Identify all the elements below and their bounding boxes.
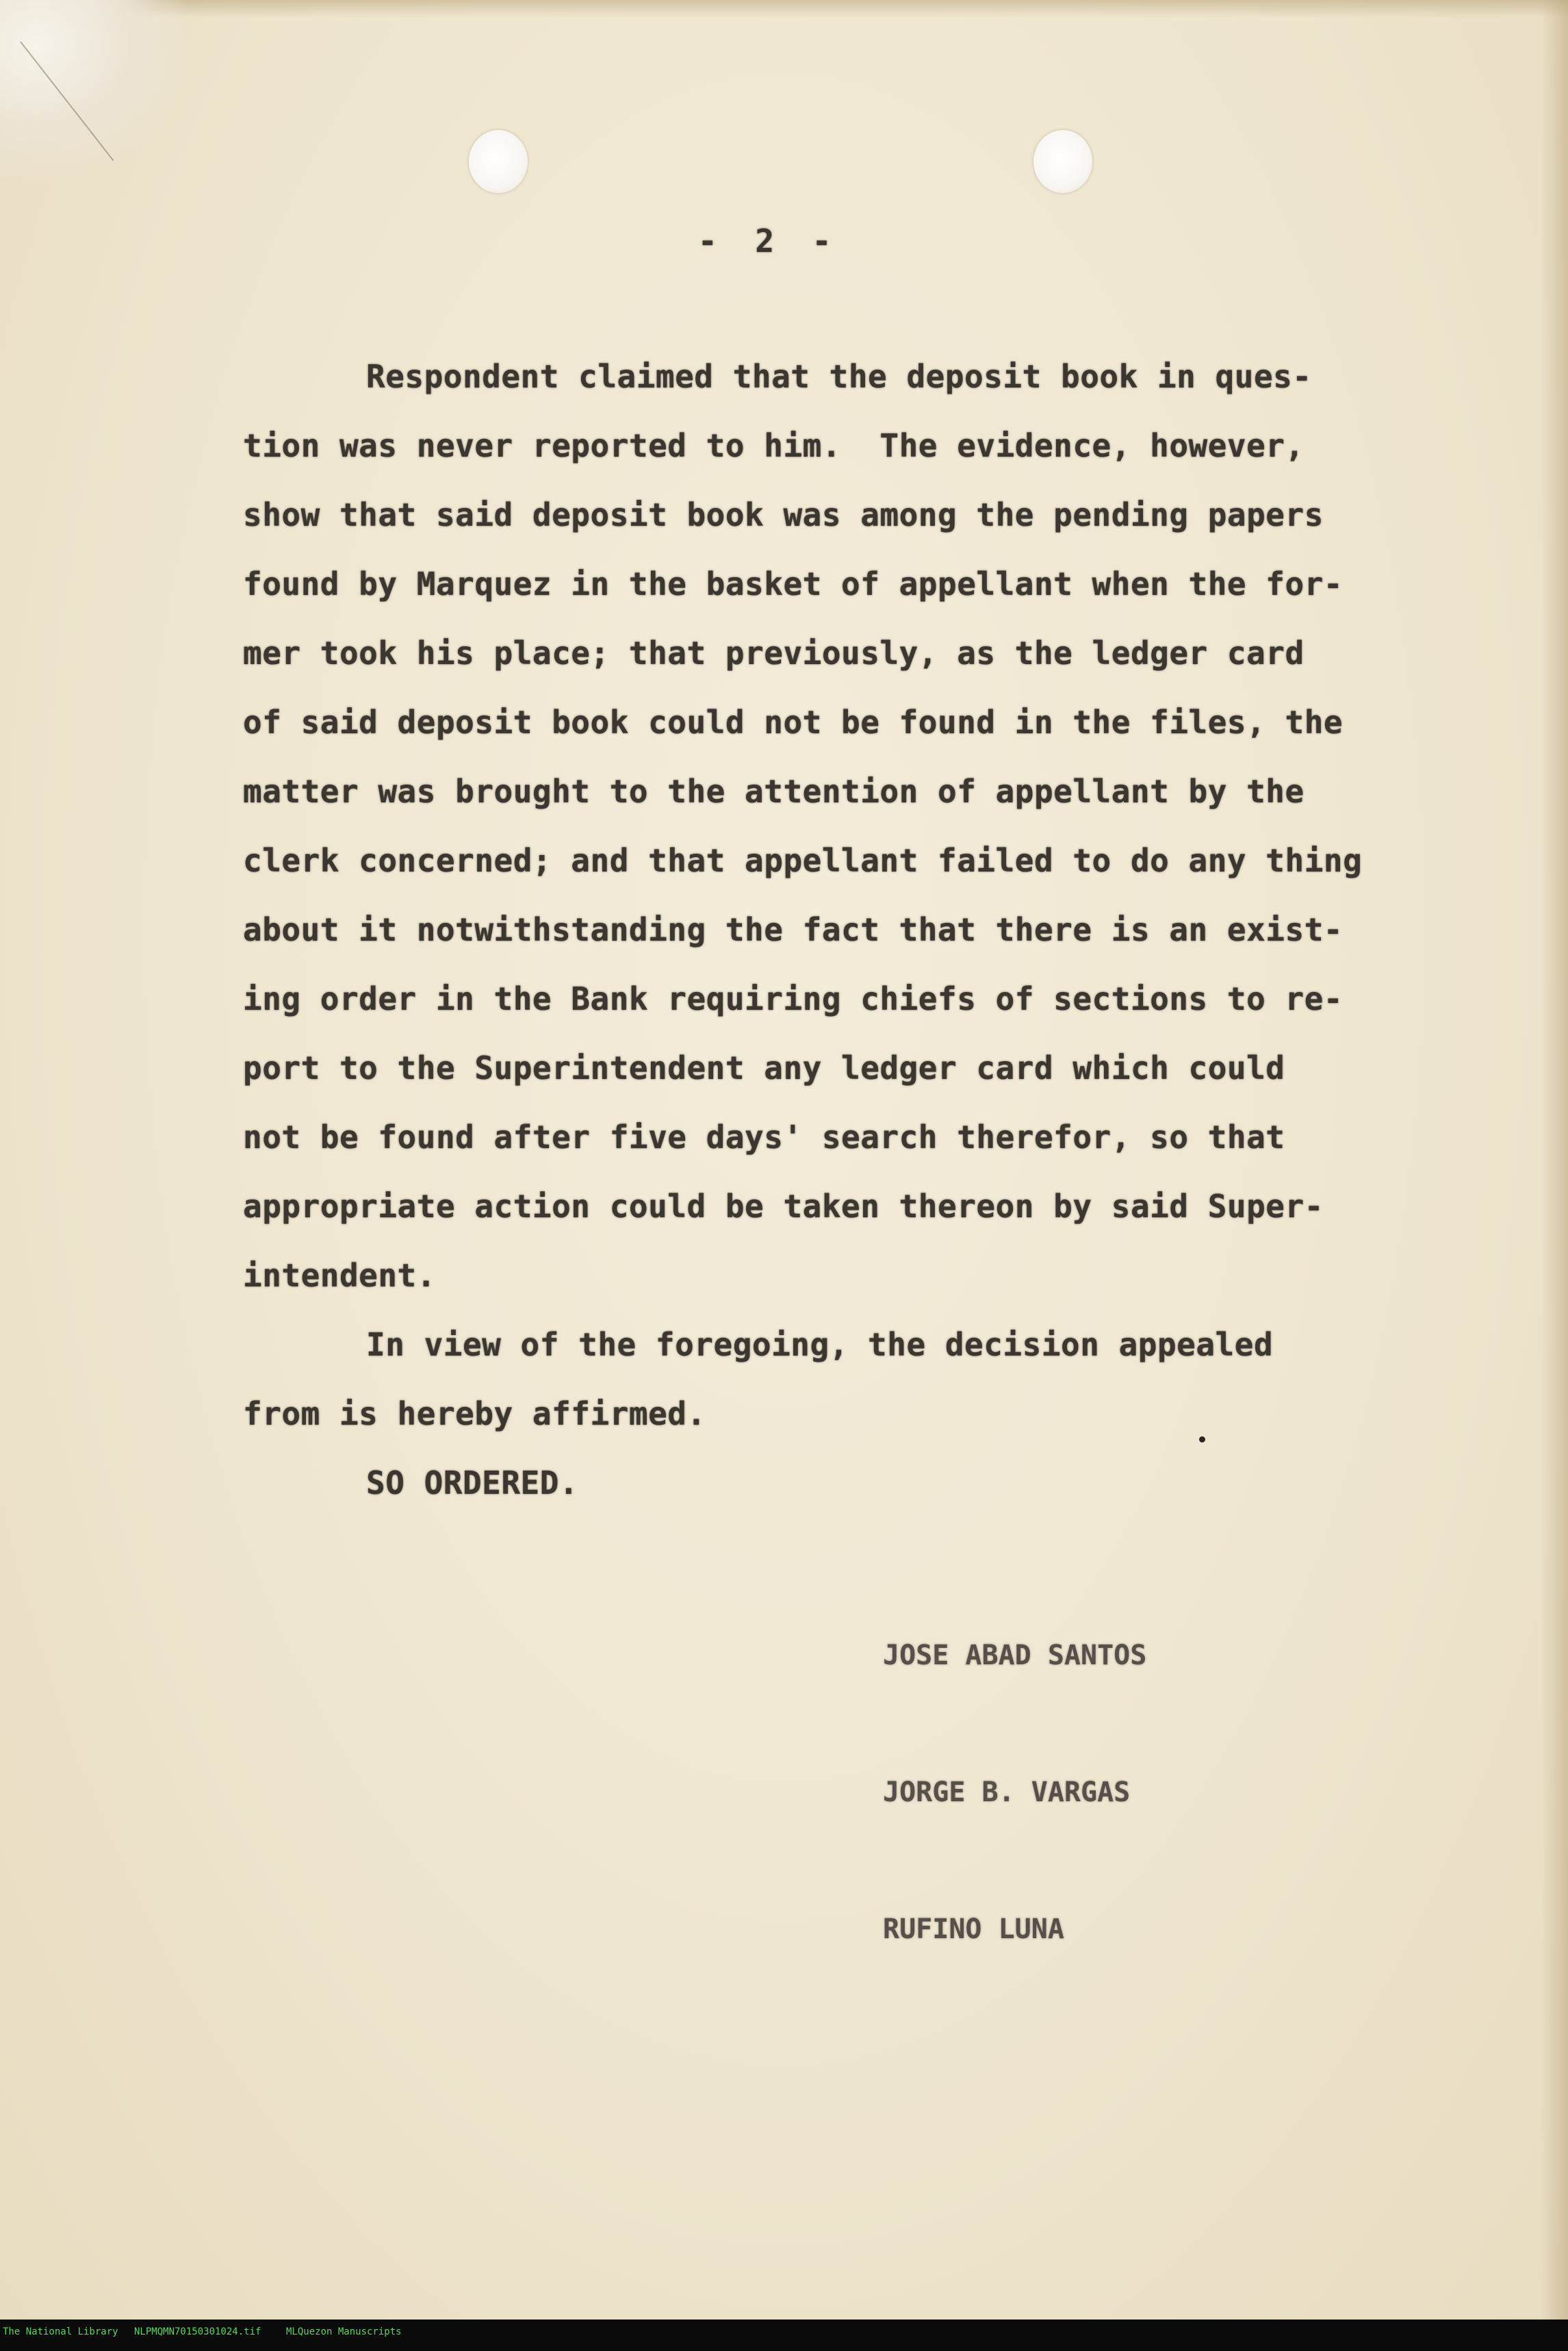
archive-footer: [0, 2320, 1568, 2351]
signatory-name: JOSE ABAD SANTOS: [883, 1640, 1147, 1671]
body-line: found by Marquez in the basket of appellant when the for-: [243, 565, 1344, 602]
body-line: In view of the foregoing, the decision appealed: [366, 1326, 1274, 1363]
body-line: from is hereby affirmed.: [243, 1395, 706, 1432]
body-line: intendent.: [243, 1257, 436, 1294]
torn-corner: [0, 0, 185, 178]
footer-collection: MLQuezon Manuscripts: [286, 2326, 402, 2337]
body-line: port to the Superintendent any ledger card which could: [243, 1050, 1285, 1086]
so-ordered: SO ORDERED.: [366, 1464, 579, 1501]
punch-hole-left: [469, 130, 528, 193]
punch-hole-right: [1033, 130, 1092, 193]
body-line: matter was brought to the attention of appellant by the: [243, 773, 1304, 810]
page-number: - 2 -: [698, 223, 841, 259]
body-line: ing order in the Bank requiring chiefs of sections to re-: [243, 980, 1344, 1017]
paper-right-edge: [1541, 0, 1568, 2320]
body-line: appropriate action could be taken thereon by said Super-: [243, 1188, 1324, 1225]
body-line: clerk concerned; and that appellant failed to do any thing: [243, 842, 1363, 879]
footer-library: The National Library: [3, 2326, 118, 2337]
signatory-name: JORGE B. VARGAS: [883, 1777, 1131, 1808]
body-line: not be found after five days' search therefor, so that: [243, 1119, 1285, 1156]
body-line: mer took his place; that previously, as the ledger card: [243, 635, 1304, 672]
footer-file-id: NLPMQMN70150301024.tif: [134, 2326, 261, 2337]
ink-dot: [1199, 1436, 1205, 1443]
signatory-name: RUFINO LUNA: [883, 1914, 1064, 1945]
body-line: of said deposit book could not be found in the files, the: [243, 704, 1344, 741]
body-line: about it notwithstanding the fact that there is an exist-: [243, 911, 1344, 948]
body-line: Respondent claimed that the deposit book in ques-: [366, 358, 1312, 395]
paper-top-edge: [0, 0, 1568, 18]
body-line: tion was never reported to him. The evidence, however,: [243, 427, 1304, 464]
body-line: show that said deposit book was among the pending papers: [243, 496, 1324, 533]
